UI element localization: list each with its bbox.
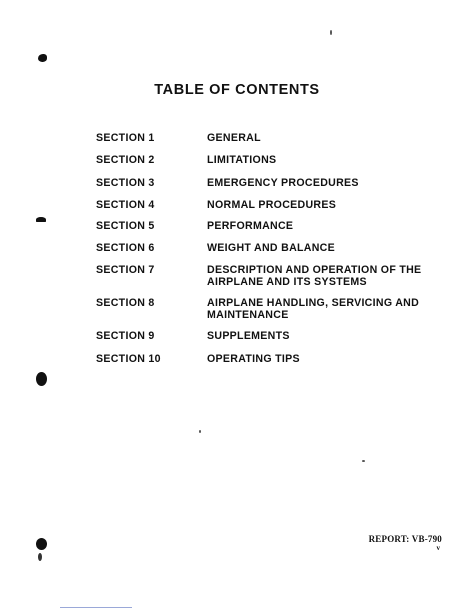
toc-section-name: GENERAL	[207, 132, 261, 144]
toc-section-number: SECTION 5	[96, 220, 155, 232]
scan-speck	[330, 30, 332, 35]
toc-section-number: SECTION 4	[96, 199, 155, 211]
toc-section-number: SECTION 10	[96, 353, 161, 365]
toc-section-name: DESCRIPTION AND OPERATION OF THE AIRPLANE AND ITS SYSTEMS	[207, 264, 422, 288]
scan-speck	[38, 553, 42, 561]
toc-section-name: NORMAL PROCEDURES	[207, 199, 337, 211]
toc-section-number: SECTION 6	[96, 242, 155, 254]
toc-section-number: SECTION 1	[96, 132, 155, 144]
page-number: v	[436, 544, 440, 552]
toc-section-name: AIRPLANE HANDLING, SERVICING AND MAINTENANCE	[207, 297, 420, 321]
binder-hole-mark-middle	[36, 217, 46, 222]
toc-section-number: SECTION 9	[96, 330, 155, 342]
report-number: REPORT: VB-790	[368, 534, 442, 544]
toc-section-number: SECTION 7	[96, 264, 155, 276]
toc-section-number: SECTION 3	[96, 177, 155, 189]
scan-edge-line	[60, 607, 132, 608]
toc-section-number: SECTION 2	[96, 154, 155, 166]
toc-section-name: SUPPLEMENTS	[207, 330, 290, 342]
toc-section-number: SECTION 8	[96, 297, 155, 309]
scan-speck	[199, 430, 201, 433]
binder-hole-mark-bottom	[36, 538, 47, 550]
toc-section-name: WEIGHT AND BALANCE	[207, 242, 336, 254]
binder-hole-mark-lower	[36, 372, 47, 386]
toc-section-name: OPERATING TIPS	[207, 353, 300, 365]
page-title: TABLE OF CONTENTS	[154, 82, 320, 98]
binder-hole-mark-top	[38, 54, 47, 62]
toc-section-name: LIMITATIONS	[207, 154, 277, 166]
scan-speck	[362, 460, 365, 462]
toc-section-name: PERFORMANCE	[207, 220, 294, 232]
toc-section-name: EMERGENCY PROCEDURES	[207, 177, 359, 189]
